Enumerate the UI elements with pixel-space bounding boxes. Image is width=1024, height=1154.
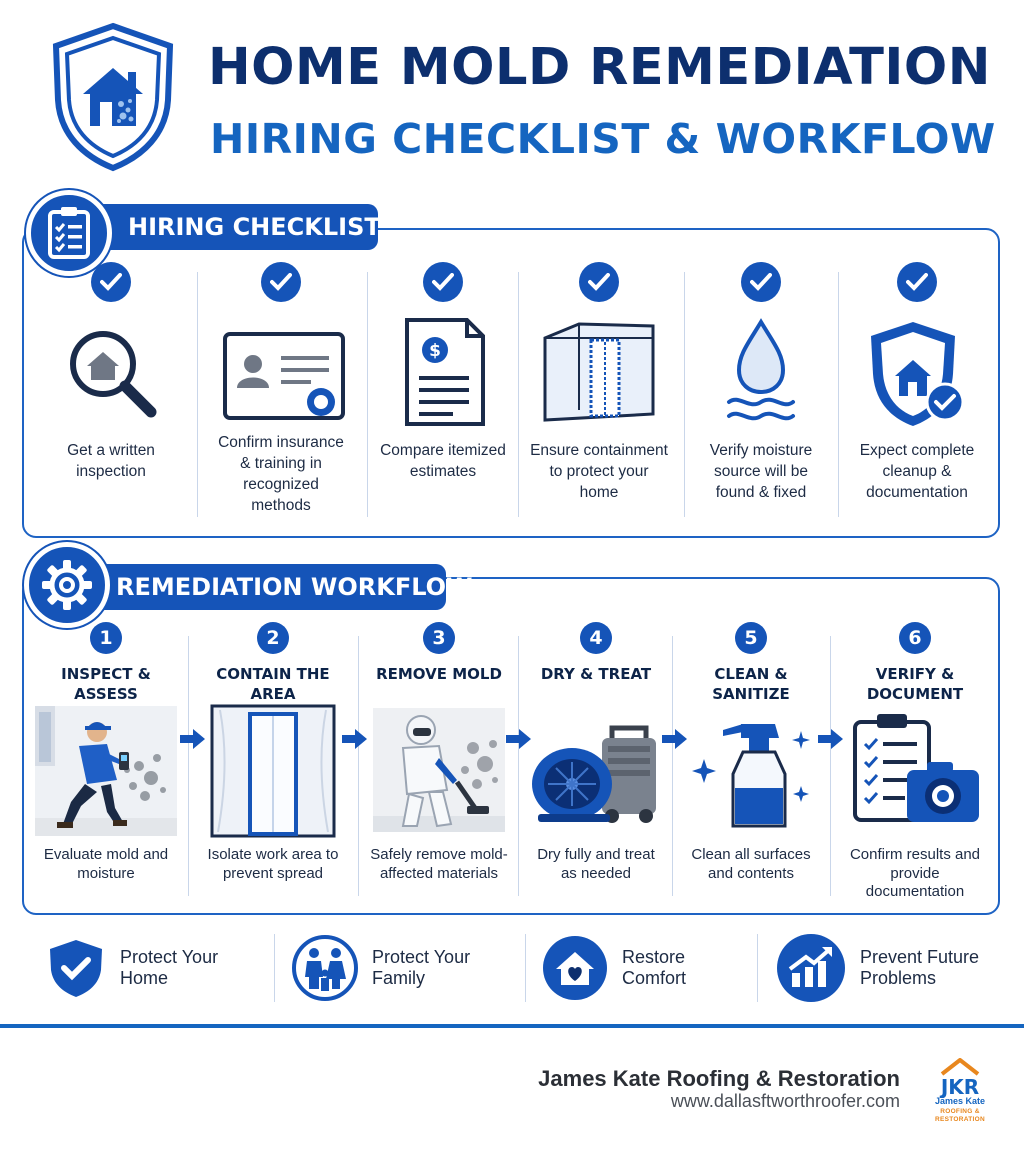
- dollar-document-icon: [383, 318, 503, 428]
- water-drop-icon: [701, 318, 821, 428]
- company-name: James Kate Roofing & Restoration: [538, 1066, 900, 1091]
- shield-check-icon: [46, 938, 106, 998]
- column-divider: [525, 934, 526, 1002]
- footer-divider: [0, 1024, 1024, 1028]
- gear-icon: [24, 542, 110, 628]
- step-number: 2: [257, 622, 289, 654]
- column-divider: [757, 934, 758, 1002]
- step-description: Evaluate mold and moisture: [43, 846, 169, 882]
- workflow-step: [34, 622, 178, 912]
- benefit-label: Restore Comfort: [622, 947, 687, 988]
- step-title: CONTAIN THE AREA: [216, 665, 330, 703]
- step-description: Confirm results and provide documentation: [849, 846, 981, 900]
- page-subtitle: HIRING CHECKLIST & WORKFLOW: [210, 115, 996, 163]
- benefit-item: [776, 930, 996, 1006]
- column-divider: [367, 272, 368, 517]
- step-number: 6: [899, 622, 931, 654]
- hiring-checklist-heading: HIRING CHECKLIST: [80, 204, 378, 250]
- workflow-step: [524, 622, 668, 912]
- workflow-step: [680, 622, 822, 912]
- workflow-step: [840, 622, 990, 912]
- clipboard-camera-image: [847, 708, 983, 834]
- workflow-step: [366, 622, 512, 912]
- checklist-item: [846, 262, 988, 522]
- step-title: REMOVE MOLD: [376, 665, 502, 683]
- step-description: Clean all surfaces and contents: [691, 846, 811, 882]
- step-description: Safely remove mold-affected materials: [370, 846, 508, 882]
- checklist-item: [524, 262, 674, 522]
- svg-text:$: $: [429, 341, 441, 361]
- column-divider: [188, 636, 189, 896]
- column-divider: [518, 636, 519, 896]
- air-mover-dehumidifier-image: [528, 708, 664, 834]
- checkmark-icon: [261, 262, 301, 302]
- containment-tent-icon: [539, 318, 659, 428]
- checklist-item-label: Ensure containment to protect your home: [530, 442, 668, 501]
- step-title: DRY & TREAT: [540, 665, 652, 683]
- step-number: 1: [90, 622, 122, 654]
- step-title: INSPECT & ASSESS: [61, 665, 151, 703]
- step-number: 5: [735, 622, 767, 654]
- benefit-item: [292, 930, 528, 1006]
- magnifier-house-icon: [51, 318, 171, 428]
- checkmark-icon: [897, 262, 937, 302]
- company-logo: [928, 1058, 992, 1128]
- checklist-item: [206, 262, 356, 522]
- benefit-item: [542, 930, 752, 1006]
- certificate-id-icon: [216, 318, 346, 428]
- checkmark-icon: [423, 262, 463, 302]
- step-number: 3: [423, 622, 455, 654]
- column-divider: [518, 272, 519, 517]
- roof-logo-icon: [928, 1058, 992, 1098]
- benefit-label: Protect Your Home: [120, 947, 219, 988]
- plastic-containment-image: [210, 704, 336, 838]
- logo-name: James Kate: [934, 1096, 986, 1106]
- shield-house-mold-icon: [48, 22, 178, 172]
- step-title: CLEAN & SANITIZE: [712, 665, 790, 703]
- checklist-item: [36, 262, 186, 522]
- logo-monogram: JKR: [940, 1075, 980, 1098]
- house-heart-icon: [542, 935, 608, 1001]
- column-divider: [274, 934, 275, 1002]
- checklist-item-label: Verify moisture source will be found & fixed: [709, 442, 813, 501]
- benefit-item: [46, 930, 268, 1006]
- step-title: VERIFY & DOCUMENT: [866, 665, 964, 703]
- page-title: HOME MOLD REMEDIATION: [208, 38, 991, 97]
- checklist-item-label: Confirm insurance & training in recognized methods: [218, 434, 344, 514]
- benefit-label: Protect Your Family: [372, 947, 471, 988]
- column-divider: [830, 636, 831, 896]
- column-divider: [197, 272, 198, 517]
- growth-chart-icon: [776, 933, 846, 1003]
- step-description: Isolate work area to prevent spread: [207, 846, 339, 882]
- step-description: Dry fully and treat as needed: [537, 846, 655, 882]
- worker-hazmat-vacuum-image: [373, 708, 505, 832]
- column-divider: [684, 272, 685, 517]
- checklist-item-label: Compare itemized estimates: [380, 442, 506, 480]
- shield-house-check-icon: [857, 318, 977, 428]
- checkmark-icon: [91, 262, 131, 302]
- family-icon: [292, 935, 358, 1001]
- step-number: 4: [580, 622, 612, 654]
- column-divider: [672, 636, 673, 896]
- checklist-item-label: Get a written inspection: [67, 442, 155, 480]
- checklist-item: [690, 262, 832, 522]
- column-divider: [358, 636, 359, 896]
- workflow-step: [196, 622, 350, 912]
- technician-moisture-meter-image: [35, 706, 177, 836]
- checkmark-icon: [741, 262, 781, 302]
- checklist-item-label: Expect complete cleanup & documentation: [859, 442, 975, 501]
- checkmark-icon: [579, 262, 619, 302]
- header: [0, 0, 1024, 190]
- column-divider: [838, 272, 839, 517]
- company-url[interactable]: www.dallasftworthroofer.com: [670, 1091, 900, 1111]
- benefit-label: Prevent Future Problems: [860, 947, 980, 988]
- logo-subtitle: ROOFING & RESTORATION: [934, 1108, 985, 1123]
- spray-bottle-image: [683, 708, 819, 834]
- remediation-workflow-heading: REMEDIATION WORKFLOW: [80, 564, 446, 610]
- checklist-item: [372, 262, 514, 522]
